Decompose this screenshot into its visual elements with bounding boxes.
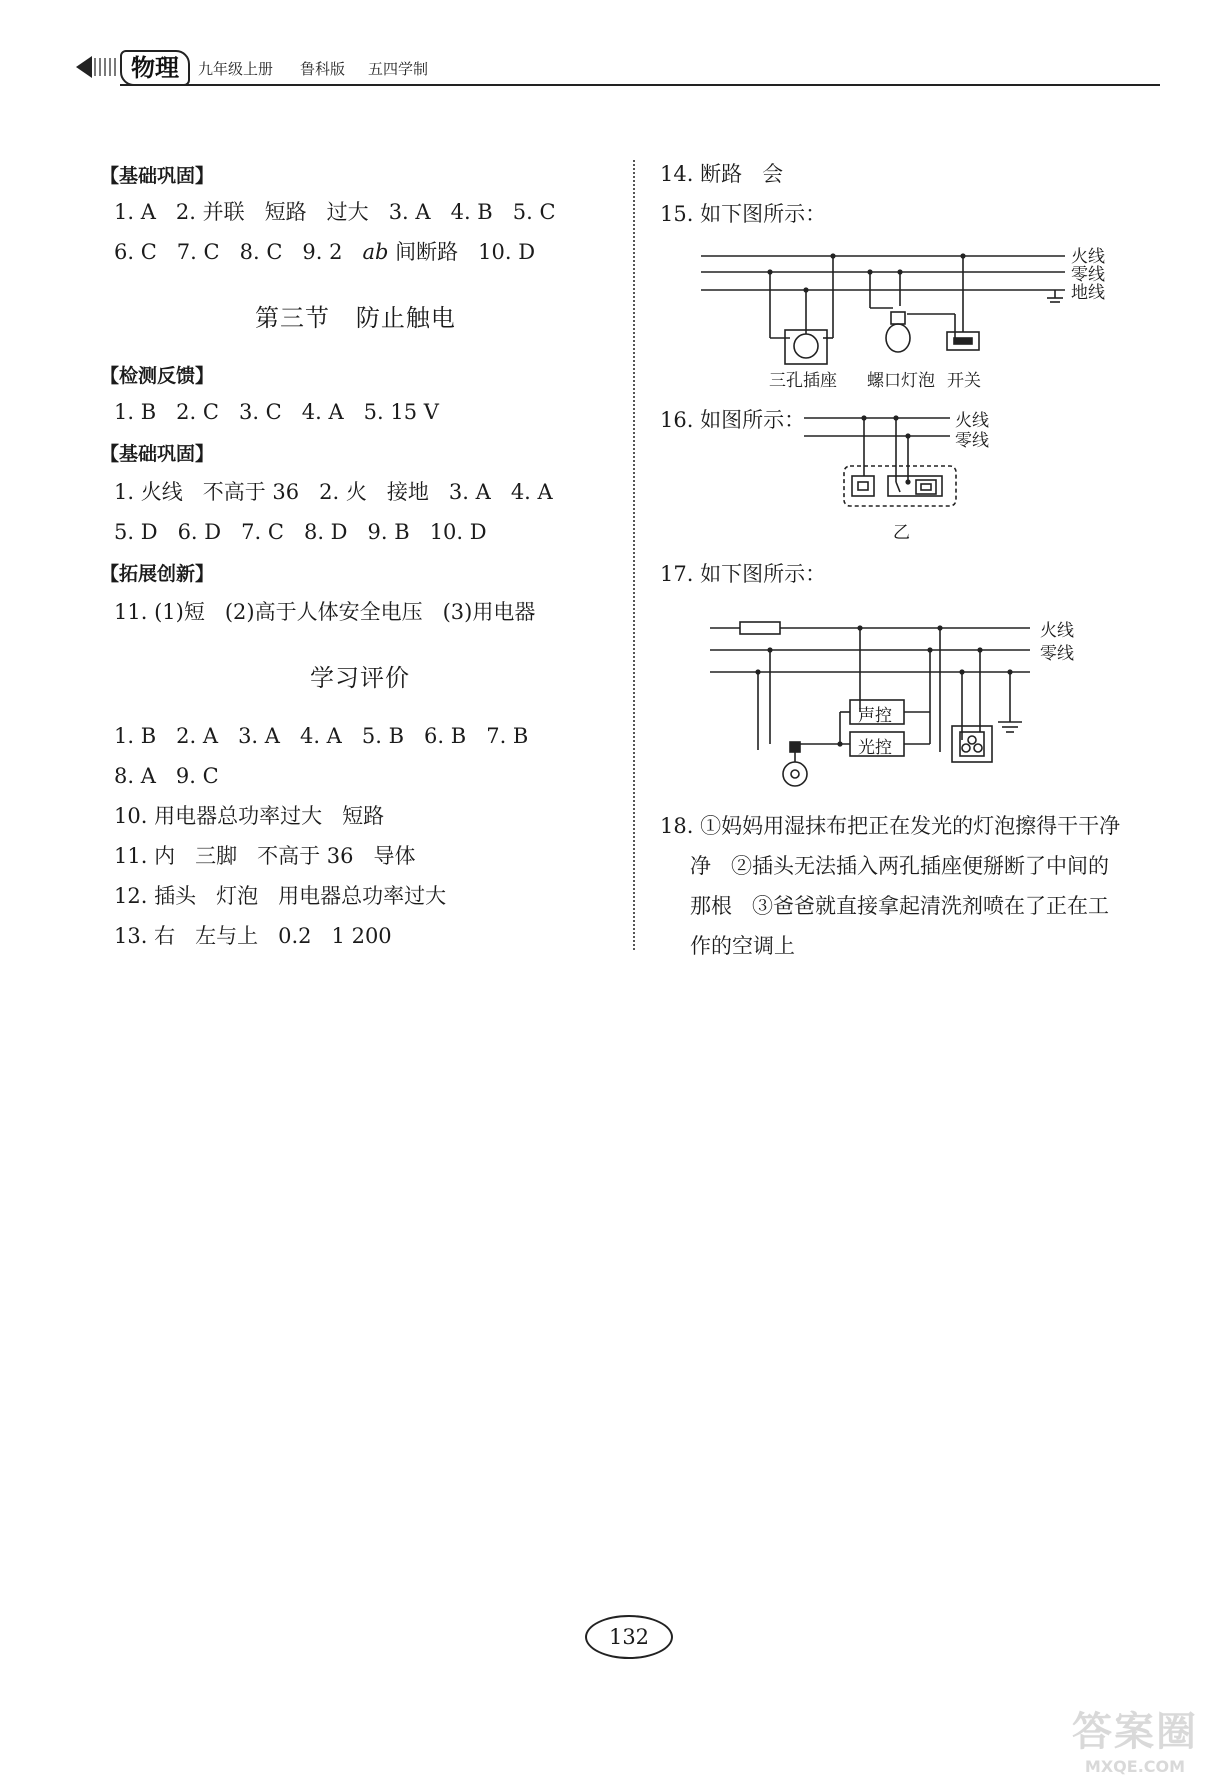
section-heading: 第三节 防止触电 xyxy=(255,304,456,332)
answer-line: 8. A 9. C xyxy=(114,764,219,788)
answer-line: 那根 ③爸爸就直接拿起清洗剂喷在了正在工 xyxy=(690,894,1110,918)
figure-caption: 乙 xyxy=(893,523,910,543)
system-label: 五四学制 xyxy=(368,60,429,78)
subject-badge: 物理 xyxy=(120,50,190,86)
answer-line: 1. B 2. A 3. A 4. A 5. B 6. B 7. B xyxy=(114,724,529,748)
answer-line: 18. ①妈妈用湿抹布把正在发光的灯泡擦得干干净 xyxy=(660,814,1121,838)
answer-line: 14. 断路 会 xyxy=(660,162,784,186)
circuit-diagram-17-svg xyxy=(700,612,1090,792)
neutral-wire-label: 零线 xyxy=(955,431,989,451)
answer-line: 15. 如下图所示： xyxy=(660,202,827,226)
column-divider xyxy=(633,160,635,950)
watermark-sub: MXQE.COM xyxy=(1084,1757,1186,1776)
answer-line: 16. 如图所示： xyxy=(660,408,806,432)
answer-line: 1. B 2. C 3. C 4. A 5. 15 V xyxy=(114,400,439,424)
answer-line: 1. 火线 不高于 36 2. 火 接地 3. A 4. A xyxy=(114,480,553,504)
section-title: 【基础巩固】 xyxy=(100,443,215,465)
live-wire-label: 火线 xyxy=(1040,621,1074,641)
page-header xyxy=(0,0,1222,100)
circuit-diagram-17 xyxy=(700,612,1090,792)
section-heading: 学习评价 xyxy=(310,664,410,692)
circuit-diagram-16 xyxy=(800,404,990,543)
answer-line: 17. 如下图所示： xyxy=(660,562,827,586)
sound-control-label: 声控 xyxy=(858,706,892,726)
answer-line: 作的空调上 xyxy=(690,934,795,958)
socket-label: 三孔插座 xyxy=(769,371,837,391)
answer-line: 11. 内 三脚 不高于 36 导体 xyxy=(114,844,416,868)
answer-line: 13. 右 左与上 0.2 1 200 xyxy=(114,924,392,948)
circuit-diagram-15 xyxy=(695,242,1115,392)
answer-line: 12. 插头 灯泡 用电器总功率过大 xyxy=(114,884,447,908)
answer-line: 11. (1)短 (2)高于人体安全电压 (3)用电器 xyxy=(114,600,536,624)
answer-line: 10. 用电器总功率过大 短路 xyxy=(114,804,385,828)
answer-line: 净 ②插头无法插入两孔插座便掰断了中间的 xyxy=(690,854,1110,878)
header-rule xyxy=(120,84,1160,86)
page-number: 132 xyxy=(585,1615,673,1659)
arrow-icon xyxy=(76,56,92,78)
section-title: 【检测反馈】 xyxy=(100,365,215,387)
ground-wire-label: 地线 xyxy=(1071,283,1105,303)
answer-line: 1. A 2. 并联 短路 过大 3. A 4. B 5. C xyxy=(114,200,556,224)
lamp-label: 螺口灯泡 xyxy=(867,371,935,391)
neutral-wire-label: 零线 xyxy=(1040,644,1074,664)
edition-label: 鲁科版 xyxy=(300,60,346,78)
section-title: 【拓展创新】 xyxy=(100,563,215,585)
answer-line: 6. C 7. C 8. C 9. 2 ab 间断路 10. D xyxy=(114,240,536,264)
answer-line: 5. D 6. D 7. C 8. D 9. B 10. D xyxy=(114,520,487,544)
watermark-logo xyxy=(1060,1700,1210,1776)
grade-label: 九年级上册 xyxy=(198,60,274,78)
live-wire-label: 火线 xyxy=(1071,247,1105,267)
live-wire-label: 火线 xyxy=(955,411,989,431)
decorative-dots xyxy=(94,58,118,76)
section-title: 【基础巩固】 xyxy=(100,165,215,187)
switch-label: 开关 xyxy=(947,371,981,391)
neutral-wire-label: 零线 xyxy=(1071,265,1105,285)
watermark-main: 答案圈 xyxy=(1072,1709,1198,1755)
light-control-label: 光控 xyxy=(858,738,892,758)
